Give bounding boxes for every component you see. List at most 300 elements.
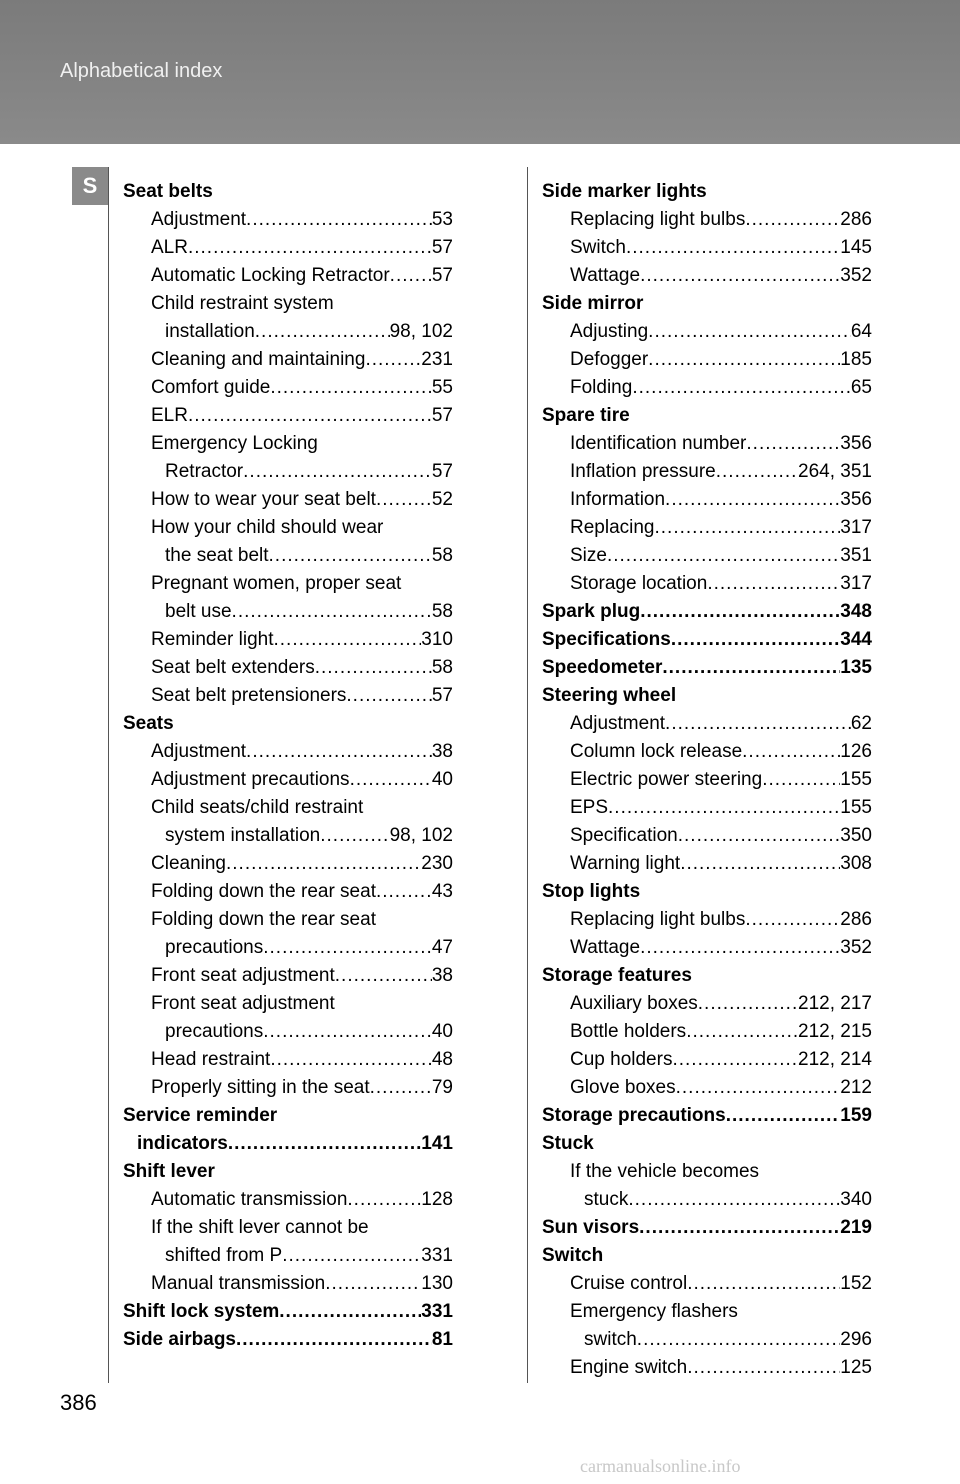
index-entry-label: switch bbox=[584, 1329, 637, 1350]
index-entry-page: 57 bbox=[431, 685, 453, 706]
index-entry-page: 38 bbox=[431, 965, 453, 986]
index-entry-label: stuck bbox=[584, 1189, 629, 1210]
index-entry-page: 62 bbox=[850, 713, 872, 734]
index-entry-page: 57 bbox=[431, 405, 453, 426]
index-entry-label: Speedometer bbox=[542, 657, 663, 678]
index-entry-page: 65 bbox=[850, 377, 872, 398]
index-entry bbox=[542, 234, 872, 262]
index-entry bbox=[123, 1130, 453, 1158]
index-entry-page: 126 bbox=[840, 741, 872, 762]
index-entry bbox=[542, 654, 872, 682]
index-entry-label: Stuck bbox=[542, 1133, 594, 1154]
index-entry-label: Sun visors bbox=[542, 1217, 640, 1238]
index-entry bbox=[123, 878, 453, 906]
index-entry-page: 155 bbox=[840, 769, 872, 790]
index-entry bbox=[123, 1074, 453, 1102]
index-entry-label: Emergency flashers bbox=[570, 1301, 738, 1322]
index-entry bbox=[542, 514, 872, 542]
index-entry-page: 43 bbox=[431, 881, 453, 902]
index-entry bbox=[123, 374, 453, 402]
dot-leader bbox=[255, 318, 390, 346]
index-entry bbox=[542, 486, 872, 514]
dot-leader bbox=[742, 738, 840, 766]
index-entry bbox=[542, 178, 872, 206]
index-entry bbox=[123, 1186, 453, 1214]
index-entry bbox=[542, 1130, 872, 1158]
index-entry-page: 98, 102 bbox=[389, 825, 453, 846]
index-entry-page: 317 bbox=[840, 517, 872, 538]
dot-leader bbox=[678, 822, 841, 850]
index-entry-label: Inflation pressure bbox=[570, 461, 716, 482]
index-entry-page: 98, 102 bbox=[389, 321, 453, 342]
index-entry-label: Storage location bbox=[570, 573, 708, 594]
index-entry bbox=[123, 542, 453, 570]
index-entry bbox=[542, 570, 872, 598]
dot-leader bbox=[228, 1130, 421, 1158]
index-entry-page: 231 bbox=[421, 349, 453, 370]
index-entry-label: Front seat adjustment bbox=[151, 993, 335, 1014]
index-entry-label: If the vehicle becomes bbox=[570, 1161, 760, 1182]
column-divider-left bbox=[108, 167, 109, 1383]
index-entry bbox=[123, 234, 453, 262]
index-entry bbox=[123, 1242, 453, 1270]
index-entry-label: Cleaning and maintaining bbox=[151, 349, 366, 370]
dot-leader bbox=[640, 262, 840, 290]
dot-leader bbox=[376, 486, 432, 514]
index-entry-page: 130 bbox=[421, 1273, 453, 1294]
index-entry-label: Adjustment bbox=[151, 209, 247, 230]
index-entry bbox=[123, 290, 453, 318]
dot-leader bbox=[270, 1046, 432, 1074]
index-entry-label: Shift lever bbox=[123, 1161, 215, 1182]
page-number: 386 bbox=[60, 1390, 97, 1415]
index-entry-page: 57 bbox=[431, 265, 453, 286]
index-entry bbox=[542, 1354, 872, 1382]
index-entry-label: Properly sitting in the seat bbox=[151, 1077, 370, 1098]
dot-leader bbox=[626, 234, 840, 262]
index-entry bbox=[123, 178, 453, 206]
dot-leader bbox=[246, 206, 432, 234]
index-entry-page: 40 bbox=[431, 769, 453, 790]
index-entry bbox=[123, 654, 453, 682]
dot-leader bbox=[707, 570, 840, 598]
index-entry-label: Adjustment bbox=[151, 741, 247, 762]
index-entry bbox=[123, 1158, 453, 1186]
index-entry-page: 286 bbox=[840, 909, 872, 930]
index-entry bbox=[542, 206, 872, 234]
index-entry-label: Electric power steering bbox=[570, 769, 763, 790]
index-entry-label: If the shift lever cannot be bbox=[151, 1217, 369, 1238]
dot-leader bbox=[365, 346, 421, 374]
dot-leader bbox=[672, 1046, 798, 1074]
dot-leader bbox=[282, 1242, 421, 1270]
index-entry bbox=[542, 934, 872, 962]
index-entry-label: Column lock release bbox=[570, 741, 743, 762]
index-entry-page: 230 bbox=[421, 853, 453, 874]
index-entry bbox=[542, 262, 872, 290]
index-entry-label: Shift lock system bbox=[123, 1301, 280, 1322]
dot-leader bbox=[376, 878, 432, 906]
index-entry-page: 128 bbox=[421, 1189, 453, 1210]
index-entry-label: Engine switch bbox=[570, 1357, 688, 1378]
index-entry-label: precautions bbox=[165, 937, 264, 958]
dot-leader bbox=[350, 766, 432, 794]
index-entry bbox=[542, 290, 872, 318]
section-letter-tab: S bbox=[72, 167, 108, 205]
index-entry-page: 57 bbox=[431, 237, 453, 258]
index-entry-label: Adjustment bbox=[570, 713, 666, 734]
index-entry-label: Replacing light bulbs bbox=[570, 909, 746, 930]
index-entry bbox=[542, 1158, 872, 1186]
index-entry-page: 212, 217 bbox=[798, 993, 872, 1014]
index-entry-page: 331 bbox=[421, 1301, 453, 1322]
index-entry-page: 331 bbox=[421, 1245, 453, 1266]
dot-leader bbox=[270, 374, 432, 402]
watermark: carmanualsonline.info bbox=[580, 1456, 741, 1476]
index-entry-label: Retractor bbox=[165, 461, 244, 482]
index-entry-label: Replacing light bulbs bbox=[570, 209, 746, 230]
index-entry-page: 58 bbox=[431, 657, 453, 678]
dot-leader bbox=[648, 318, 851, 346]
index-entry-page: 79 bbox=[431, 1077, 453, 1098]
index-entry-page: 340 bbox=[840, 1189, 872, 1210]
index-entry-label: Replacing bbox=[570, 517, 655, 538]
index-entry-page: 47 bbox=[431, 937, 453, 958]
index-entry bbox=[123, 682, 453, 710]
index-entry bbox=[123, 1018, 453, 1046]
index-entry bbox=[542, 878, 872, 906]
index-entry bbox=[123, 626, 453, 654]
index-entry-label: system installation bbox=[165, 825, 321, 846]
index-entry-page: 212, 214 bbox=[798, 1049, 872, 1070]
dot-leader bbox=[320, 822, 389, 850]
dot-leader bbox=[315, 654, 432, 682]
index-entry-label: Switch bbox=[570, 237, 626, 258]
dot-leader bbox=[698, 990, 798, 1018]
index-entry-label: the seat belt bbox=[165, 545, 269, 566]
index-entry bbox=[542, 1326, 872, 1354]
index-entry-label: precautions bbox=[165, 1021, 264, 1042]
index-entry bbox=[123, 206, 453, 234]
index-entry-label: Stop lights bbox=[542, 881, 641, 902]
index-entry bbox=[542, 738, 872, 766]
index-entry-label: Warning light bbox=[570, 853, 681, 874]
dot-leader bbox=[279, 1298, 421, 1326]
index-entry-label: Specification bbox=[570, 825, 678, 846]
index-entry bbox=[542, 430, 872, 458]
index-entry-label: Wattage bbox=[570, 265, 641, 286]
index-entry bbox=[123, 738, 453, 766]
page-header bbox=[0, 0, 960, 144]
index-entry-label: Reminder light bbox=[151, 629, 274, 650]
index-entry bbox=[123, 962, 453, 990]
index-entry bbox=[542, 1298, 872, 1326]
dot-leader bbox=[263, 934, 432, 962]
index-entry-label: Head restraint bbox=[151, 1049, 271, 1070]
index-entry-label: Manual transmission bbox=[151, 1273, 326, 1294]
dot-leader bbox=[608, 794, 840, 822]
index-entry-label: ALR bbox=[151, 237, 188, 258]
index-entry-label: belt use bbox=[165, 601, 232, 622]
dot-leader bbox=[639, 1214, 840, 1242]
index-entry-label: Defogger bbox=[570, 349, 649, 370]
dot-leader bbox=[745, 206, 840, 234]
index-entry-label: Adjustment precautions bbox=[151, 769, 350, 790]
index-entry bbox=[123, 850, 453, 878]
index-entry-label: Service reminder bbox=[123, 1105, 278, 1126]
index-entry-label: Spare tire bbox=[542, 405, 630, 426]
index-entry bbox=[542, 1074, 872, 1102]
column-divider-middle bbox=[527, 167, 528, 1383]
index-entry-page: 296 bbox=[840, 1329, 872, 1350]
index-entry-label: Auxiliary boxes bbox=[570, 993, 698, 1014]
index-entry-label: Side airbags bbox=[123, 1329, 236, 1350]
index-entry bbox=[542, 766, 872, 794]
index-entry bbox=[123, 766, 453, 794]
index-entry-page: 356 bbox=[840, 489, 872, 510]
index-entry bbox=[542, 598, 872, 626]
index-entry-page: 286 bbox=[840, 209, 872, 230]
dot-leader bbox=[687, 1354, 840, 1382]
index-entry-page: 344 bbox=[840, 629, 872, 650]
index-entry-page: 58 bbox=[431, 601, 453, 622]
index-entry-page: 55 bbox=[431, 377, 453, 398]
index-entry-page: 352 bbox=[840, 937, 872, 958]
index-entry-label: Identification number bbox=[570, 433, 747, 454]
index-entry bbox=[542, 990, 872, 1018]
index-entry bbox=[542, 458, 872, 486]
dot-leader bbox=[726, 1102, 841, 1130]
dot-leader bbox=[640, 598, 840, 626]
index-entry bbox=[542, 1018, 872, 1046]
index-entry bbox=[542, 850, 872, 878]
index-entry-label: installation bbox=[165, 321, 255, 342]
dot-leader bbox=[390, 262, 432, 290]
index-entry-label: Cup holders bbox=[570, 1049, 673, 1070]
index-entry bbox=[123, 346, 453, 374]
index-entry bbox=[542, 1242, 872, 1270]
index-entry-page: 310 bbox=[421, 629, 453, 650]
index-entry bbox=[542, 682, 872, 710]
index-entry bbox=[123, 486, 453, 514]
dot-leader bbox=[243, 458, 432, 486]
dot-leader bbox=[716, 458, 798, 486]
index-entry bbox=[123, 1046, 453, 1074]
index-entry-page: 348 bbox=[840, 601, 872, 622]
index-entry bbox=[542, 402, 872, 430]
index-column-left bbox=[123, 178, 453, 1354]
index-entry bbox=[542, 822, 872, 850]
index-entry bbox=[123, 430, 453, 458]
dot-leader bbox=[632, 374, 851, 402]
index-entry bbox=[123, 1102, 453, 1130]
index-entry-label: Automatic Locking Retractor bbox=[151, 265, 390, 286]
index-entry-label: Information bbox=[570, 489, 666, 510]
dot-leader bbox=[628, 1186, 840, 1214]
index-entry bbox=[123, 1326, 453, 1354]
index-entry-label: Size bbox=[570, 545, 607, 566]
dot-leader bbox=[648, 346, 840, 374]
index-entry bbox=[123, 822, 453, 850]
index-entry-label: Side marker lights bbox=[542, 181, 707, 202]
page-title: Alphabetical index bbox=[60, 60, 223, 82]
index-entry bbox=[123, 1214, 453, 1242]
index-entry-label: Cruise control bbox=[570, 1273, 688, 1294]
index-entry bbox=[542, 542, 872, 570]
dot-leader bbox=[665, 710, 851, 738]
index-entry-label: Specifications bbox=[542, 629, 671, 650]
dot-leader bbox=[687, 1270, 840, 1298]
index-entry-label: Comfort guide bbox=[151, 377, 271, 398]
index-entry-label: How your child should wear bbox=[151, 517, 384, 538]
dot-leader bbox=[232, 598, 432, 626]
index-entry-label: Storage precautions bbox=[542, 1105, 726, 1126]
index-entry-page: 219 bbox=[840, 1217, 872, 1238]
index-entry-page: 48 bbox=[431, 1049, 453, 1070]
dot-leader bbox=[637, 1326, 841, 1354]
index-entry bbox=[123, 794, 453, 822]
index-entry-label: Folding bbox=[570, 377, 633, 398]
index-entry-page: 264, 351 bbox=[798, 461, 872, 482]
index-entry bbox=[542, 1214, 872, 1242]
index-entry bbox=[123, 458, 453, 486]
index-entry-page: 351 bbox=[840, 545, 872, 566]
index-entry-label: Emergency Locking bbox=[151, 433, 318, 454]
index-entry-page: 155 bbox=[840, 797, 872, 818]
index-entry-page: 212, 215 bbox=[798, 1021, 872, 1042]
index-entry-label: indicators bbox=[137, 1133, 228, 1154]
index-entry-label: Switch bbox=[542, 1245, 604, 1266]
index-entry-label: Folding down the rear seat bbox=[151, 909, 376, 930]
index-entry bbox=[542, 346, 872, 374]
index-entry-page: 53 bbox=[431, 209, 453, 230]
index-entry-label: shifted from P bbox=[165, 1245, 283, 1266]
index-entry-page: 58 bbox=[431, 545, 453, 566]
index-entry-page: 152 bbox=[840, 1273, 872, 1294]
index-entry-page: 81 bbox=[431, 1329, 453, 1350]
index-entry-label: Spark plug bbox=[542, 601, 641, 622]
dot-leader bbox=[346, 682, 431, 710]
index-entry bbox=[542, 318, 872, 346]
index-entry bbox=[123, 262, 453, 290]
index-entry-label: Adjusting bbox=[570, 321, 649, 342]
index-entry-label: Side mirror bbox=[542, 293, 644, 314]
index-entry-label: Bottle holders bbox=[570, 1021, 687, 1042]
index-entry bbox=[542, 962, 872, 990]
index-entry-page: 356 bbox=[840, 433, 872, 454]
index-entry bbox=[542, 710, 872, 738]
index-entry bbox=[123, 402, 453, 430]
index-entry-page: 57 bbox=[431, 461, 453, 482]
dot-leader bbox=[188, 402, 432, 430]
index-entry bbox=[123, 710, 453, 738]
dot-leader bbox=[269, 542, 432, 570]
index-entry-label: Wattage bbox=[570, 937, 641, 958]
dot-leader bbox=[762, 766, 840, 794]
index-entry-label: How to wear your seat belt bbox=[151, 489, 376, 510]
dot-leader bbox=[671, 626, 840, 654]
index-entry-page: 125 bbox=[840, 1357, 872, 1378]
dot-leader bbox=[274, 626, 422, 654]
index-entry-label: Cleaning bbox=[151, 853, 226, 874]
index-entry-label: Pregnant women, proper seat bbox=[151, 573, 402, 594]
dot-leader bbox=[676, 1074, 841, 1102]
index-column-right bbox=[542, 178, 872, 1382]
index-entry-label: Front seat adjustment bbox=[151, 965, 335, 986]
dot-leader bbox=[746, 430, 840, 458]
dot-leader bbox=[263, 1018, 432, 1046]
index-entry-page: 52 bbox=[431, 489, 453, 510]
dot-leader bbox=[188, 234, 432, 262]
index-entry-label: Glove boxes bbox=[570, 1077, 676, 1098]
dot-leader bbox=[640, 934, 840, 962]
index-entry bbox=[123, 514, 453, 542]
dot-leader bbox=[662, 654, 840, 682]
index-entry-label: Seats bbox=[123, 713, 174, 734]
dot-leader bbox=[745, 906, 840, 934]
index-entry-page: 308 bbox=[840, 853, 872, 874]
index-entry-page: 141 bbox=[421, 1133, 453, 1154]
index-entry-label: Seat belt extenders bbox=[151, 657, 315, 678]
index-entry bbox=[542, 1102, 872, 1130]
dot-leader bbox=[335, 962, 432, 990]
index-entry-label: Storage features bbox=[542, 965, 692, 986]
dot-leader bbox=[655, 514, 841, 542]
index-entry-page: 185 bbox=[840, 349, 872, 370]
index-entry-label: Child seats/child restraint bbox=[151, 797, 364, 818]
index-entry-page: 159 bbox=[840, 1105, 872, 1126]
dot-leader bbox=[680, 850, 840, 878]
index-entry-label: Seat belts bbox=[123, 181, 213, 202]
dot-leader bbox=[607, 542, 840, 570]
index-entry bbox=[123, 598, 453, 626]
index-entry-label: Automatic transmission bbox=[151, 1189, 348, 1210]
index-entry bbox=[123, 570, 453, 598]
index-entry-page: 317 bbox=[840, 573, 872, 594]
index-entry bbox=[123, 1270, 453, 1298]
index-entry-label: ELR bbox=[151, 405, 188, 426]
dot-leader bbox=[665, 486, 840, 514]
dot-leader bbox=[226, 850, 421, 878]
index-entry-label: EPS bbox=[570, 797, 609, 818]
index-entry-page: 38 bbox=[431, 741, 453, 762]
index-entry-page: 64 bbox=[850, 321, 872, 342]
index-entry-page: 212 bbox=[840, 1077, 872, 1098]
index-entry-page: 40 bbox=[431, 1021, 453, 1042]
dot-leader bbox=[347, 1186, 421, 1214]
index-entry bbox=[542, 906, 872, 934]
dot-leader bbox=[686, 1018, 798, 1046]
index-entry bbox=[542, 626, 872, 654]
index-entry-page: 145 bbox=[840, 237, 872, 258]
dot-leader bbox=[325, 1270, 421, 1298]
index-entry-label: Folding down the rear seat bbox=[151, 881, 376, 902]
index-entry bbox=[123, 990, 453, 1018]
index-entry-page: 352 bbox=[840, 265, 872, 286]
index-entry bbox=[542, 374, 872, 402]
index-entry bbox=[542, 1270, 872, 1298]
index-entry bbox=[123, 934, 453, 962]
index-entry bbox=[123, 1298, 453, 1326]
dot-leader bbox=[236, 1326, 432, 1354]
index-entry-label: Child restraint system bbox=[151, 293, 334, 314]
index-entry bbox=[123, 318, 453, 346]
index-entry bbox=[542, 794, 872, 822]
dot-leader bbox=[370, 1074, 432, 1102]
index-entry-page: 350 bbox=[840, 825, 872, 846]
index-entry bbox=[542, 1046, 872, 1074]
index-entry-label: Seat belt pretensioners bbox=[151, 685, 347, 706]
